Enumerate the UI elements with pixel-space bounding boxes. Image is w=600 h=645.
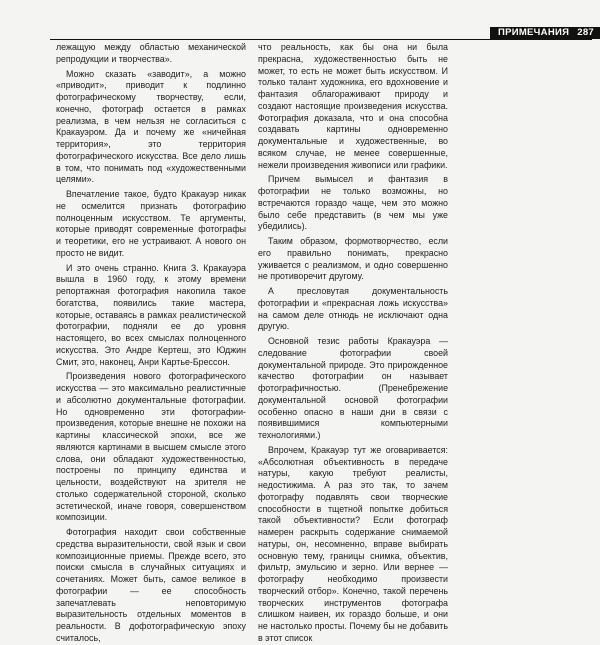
paragraph: И это очень странно. Книга З. Кракауэра вышла в 1960 году, к этому времени репортажная фотография накопила такое богатства, появились такие мастера, которые, оставаясь в рамках реалистической фотографии, подняли ее до уровня настоящего, во всех смыслах полноценного искусства. Это Андре Кертеш, это Юджин Смит, это, наконец, Анри Картье-Брессон. <box>56 262 246 367</box>
text-column-right <box>258 42 448 645</box>
section-title: ПРИМЕЧАНИЯ <box>497 27 570 38</box>
header-rule <box>50 39 592 40</box>
paragraph: Впрочем, Кракауэр тут же оговаривается: «Абсолютная объективность в передаче натуры, какую требуют реалисты, недостижима. А раз это так, то зачем фотографу подавлять свои творческие способности в тщетной попытке добиться такой объективности? Если фотограф намерен раскрыть содержание снимаемой натуры, он, несомненно, вправе выбирать основную тему, границы снимка, объектив, фильтр, эмульсию и зерно. Или вернее — фотографу необходимо произвести творческий отбор». Конечно, такой перечень творческих инструментов фотографа слишком наивен, их гораздо больше, и они не настолько просты. Почему бы не добавить в этот список <box>258 444 448 643</box>
page-number: 287 <box>577 27 594 38</box>
paragraph: Впечатление такое, будто Кракауэр никак не осмелится признать фотографию полноценным искусством. Те аргументы, которые приводят современные фотографы и теоретики, его не устраивают. А нового он просто не видит. <box>56 189 246 258</box>
paragraph: Основной тезис работы Кракауэра — следование фотографии своей документальной природе. Это прирожденное качество фотографии он называет фотографичностью. (Пренебрежение документальной основой фотографии особенно опасно в наши дни в связи с появившимися компьютерными технологиями.) <box>258 336 448 440</box>
header-tab <box>490 27 600 39</box>
text-column-left <box>56 42 246 645</box>
paragraph: Причем вымысел и фантазия в фотографии не только возможны, но встречаются гораздо чаще, чем это можно было себе представить (в чем мы уже убедились). <box>258 174 448 232</box>
paragraph: А пресловутая документальность фотографии и «прекрасная ложь искусства» на самом деле отнюдь не исключают одна другую. <box>258 286 448 332</box>
paragraph: лежащую между областью механической репродукции и творчества». <box>56 42 246 64</box>
paragraph: Произведения нового фотографического искусства — это максимально реалистичные и абсолютно документальные фотографии. Но одновременно эти фотографии-произведения, которые внешне не похожи на картины классической эпохи, все же являются картинами в высшем смысле этого слова, они обладают художественностью, построены по принципу единства и цельности, воздействуют на зрителя не столько содержательной стороной, сколько эстетической, иначе говоря, совершенством композиции. <box>56 371 246 523</box>
running-header <box>50 27 600 41</box>
paragraph: что реальность, как бы она ни была прекрасна, художественностью быть не может, то есть не может быть искусством. И только талант художника, его вдохновение и фантазия облагораживают природу и создают настоящие произведения искусства. Фотография доказала, что и она способна создавать картины одновременно документальные и художественные, во всяком случае, не менее совершенные, нежели произведения живописи или графики. <box>258 42 448 170</box>
paragraph: Можно сказать «заводит», а можно «приводит», приводит к подлинно фотографическому творчеству, если, конечно, фотограф остается в рамках реализма, в чем нельзя не согласиться с Кракауэром. Да и почему же «ничейная территория», это территория фотографического искусства. Все дело лишь в том, что понимать под «художественными целями». <box>56 68 246 185</box>
paragraph: Фотография находит свои собственные средства выразительности, свой язык и свои композиционные приемы. Прежде всего, это поиски смысла в случайных ситуациях и сочетаниях. Может быть, самое великое в фотографии — ее способность запечатлевать неповторимую выразительность отдельных моментов в реальности. В дофотографическую эпоху считалось, <box>56 527 246 643</box>
paragraph: Таким образом, формотворчество, если его правильно понимать, прекрасно уживается с реализмом, и одно совершенно не противоречит другому. <box>258 236 448 282</box>
